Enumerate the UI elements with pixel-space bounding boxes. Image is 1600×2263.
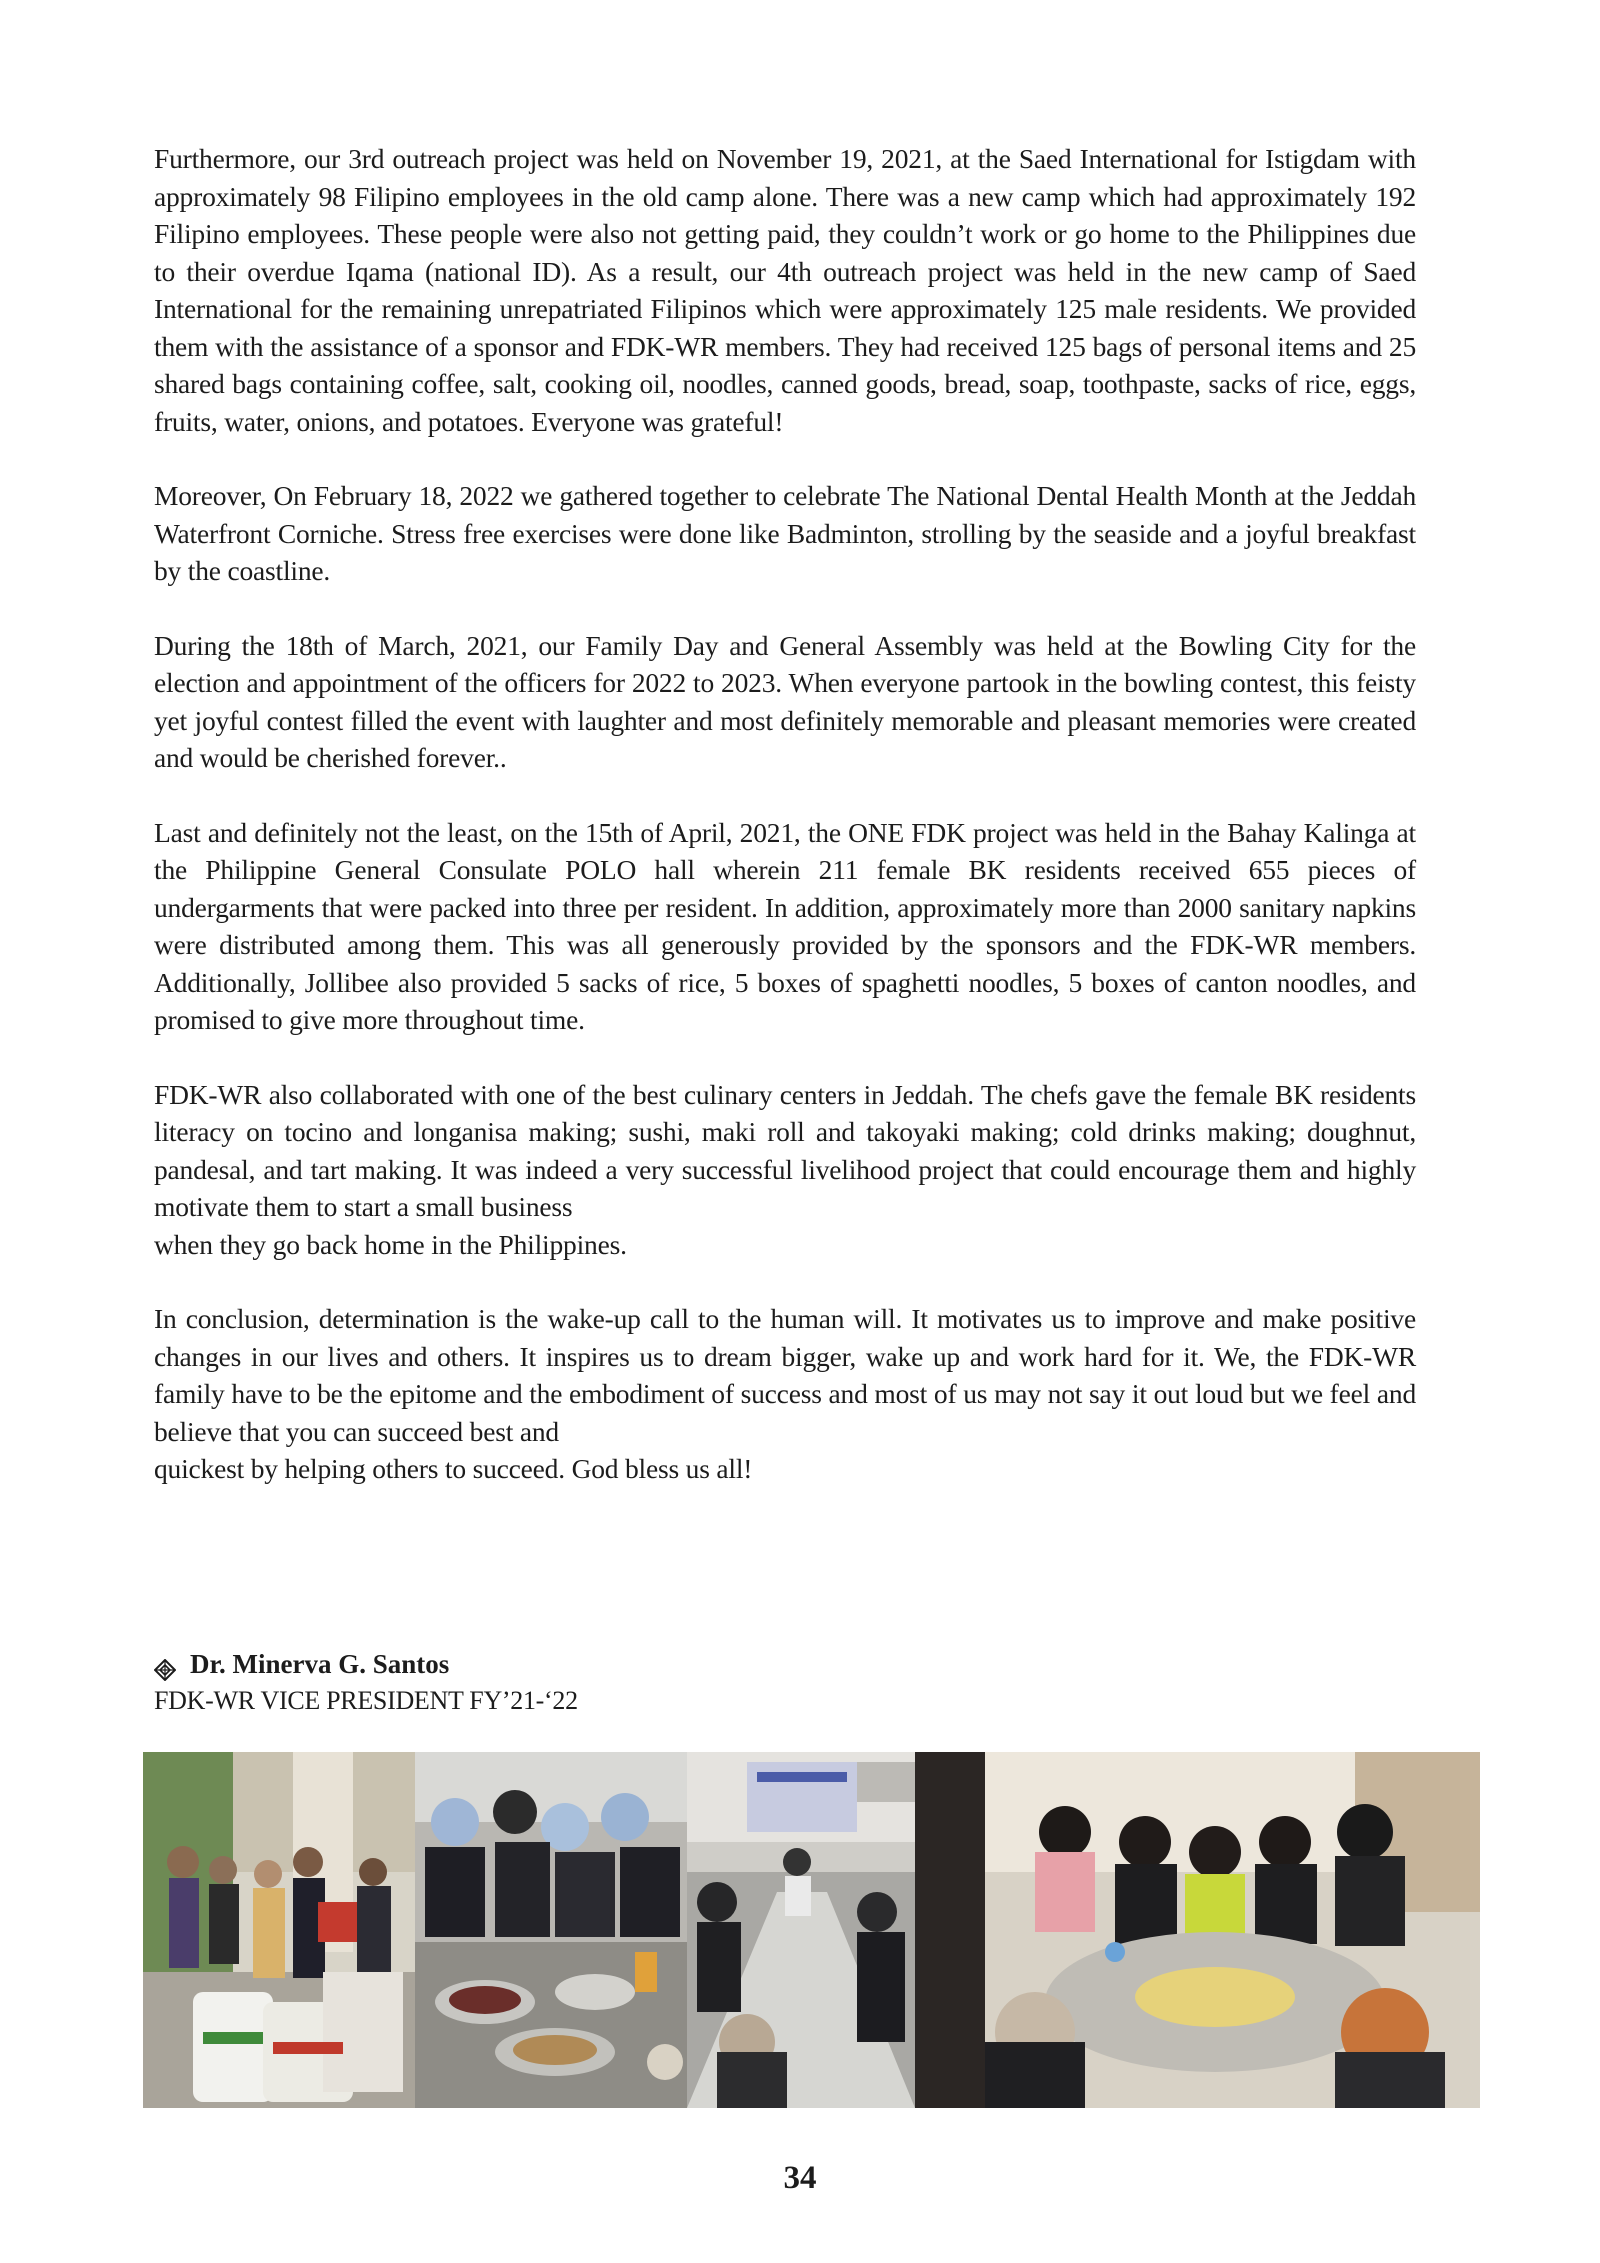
- paragraph-text: Moreover, On February 18, 2022 we gathered together to celebrate The National Dental Health Month at the Jeddah Waterfront Corniche. Stress free exercises were done like Badminton, strolling by the seaside and a joyful breakfast by the coastline.: [154, 480, 1416, 586]
- paragraph-family-day: [154, 627, 1416, 777]
- paragraph-one-fdk: [154, 814, 1416, 1039]
- paragraph-text: In conclusion, determination is the wake-up call to the human will. It motivates us to improve and make positive changes in our lives and others. It inspires us to dream bigger, wake up and work hard for it. We, the FDK-WR family have to be the epitome and the embodiment of success and most of us may not say it out loud but we feel and believe that you can succeed best and: [154, 1303, 1416, 1447]
- paragraph-tail: quickest by helping others to succeed. God bless us all!: [154, 1453, 753, 1484]
- paragraph-conclusion: [154, 1300, 1416, 1488]
- signatory-name: Dr. Minerva G. Santos: [190, 1649, 450, 1679]
- paragraph-tail: when they go back home in the Philippines.: [154, 1228, 627, 1260]
- paragraph-outreach: [154, 140, 1416, 440]
- photo-collage: [143, 1752, 1480, 2108]
- article-body: [154, 140, 1416, 1525]
- paragraph-culinary: [154, 1076, 1416, 1264]
- paragraph-text: Last and definitely not the least, on the 15th of April, 2021, the ONE FDK project was held in the Bahay Kalinga at the Philippine General Consulate POLO hall wherein 211 female BK residents received 655 pieces of undergarments that were packed into three per resident. In addition, approximately more than 2000 sanitary napkins were distributed among them. This was all generously provided by the sponsors and the FDK-WR members. Additionally, Jollibee also provided 5 sacks of rice, 5 boxes of spaghetti noodles, 5 boxes of canton noodles, and promised to give more throughout time.: [154, 816, 1416, 1035]
- ornament-diamond-icon: [154, 1654, 176, 1676]
- paragraph-text: During the 18th of March, 2021, our Family Day and General Assembly was held at the Bowling City for the election and appointment of the officers for 2022 to 2023. When everyone partook in the bowling contest, this feisty yet joyful contest filled the event with laughter and most definitely memorable and pleasant memories were created and would be cherished forever..: [154, 629, 1416, 773]
- paragraph-text: Furthermore, our 3rd outreach project was held on November 19, 2021, at the Saed International for Istigdam with approximately 98 Filipino employees in the old camp alone. There was a new camp which had approximately 192 Filipino employees. These people were also not getting paid, they couldn’t work or go home to the Philippines due to their overdue Iqama (national ID). As a result, our 4th outreach project was held in the new camp of Saed International for the remaining unrepatriated Filipinos which were approximately 125 male residents. We provided them with the assistance of a sponsor and FDK-WR members. They had received 125 bags of personal items and 25 shared bags containing coffee, salt, cooking oil, noodles, canned goods, bread, soap, toothpaste, sacks of rice, eggs, fruits, water, onions, and potatoes. Everyone was grateful!: [154, 143, 1416, 437]
- page-number: 34: [783, 2160, 817, 2196]
- paragraph-dental-month: [154, 477, 1416, 590]
- signatory-title: FDK-WR VICE PRESIDENT FY’21-‘22: [154, 1686, 578, 1715]
- photo-group-cooking: [915, 1752, 1480, 2108]
- signature-block: [154, 1646, 954, 1719]
- photo-donation-handover: [143, 1752, 415, 2108]
- photo-training-hall: [687, 1752, 915, 2108]
- photo-culinary-class: [415, 1752, 687, 2108]
- paragraph-text: FDK-WR also collaborated with one of the best culinary centers in Jeddah. The chefs gave the female BK residents literacy on tocino and longanisa making; sushi, maki roll and takoyaki making; cold drinks making; doughnut, pandesal, and tart making. It was indeed a very successful livelihood project that could encourage them and highly motivate them to start a small business: [154, 1078, 1416, 1222]
